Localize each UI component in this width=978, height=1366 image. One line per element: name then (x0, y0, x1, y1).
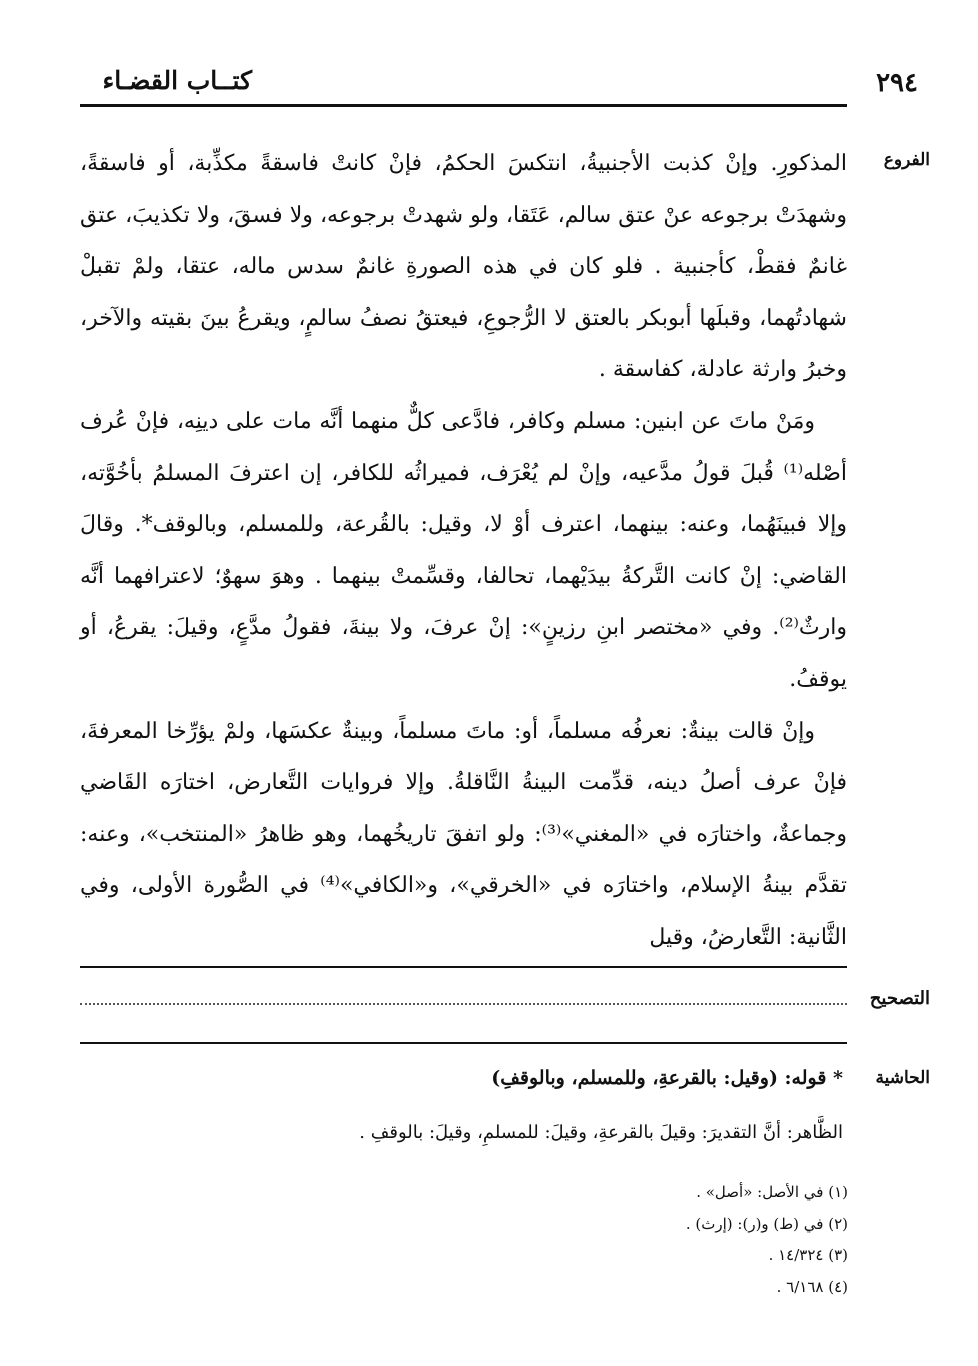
paragraph-3: وإنْ قالت بينةٌ: نعرفُه مسلماً، أو: ماتَ مسلماً، وبينةٌ عكسَها، ولمْ يؤرِّخا المعرفةَ، فإنْ عرف أصلُ دينه، قدِّمت البينةُ النَّاقلةُ. وإلا فروايات التَّعارض، اختارَه القَاضي وجماعةٌ، واختارَه في «المغني»⁽³⁾: ولو اتفقَ تاريخُهما، وهو ظاهرُ «المنتخب»، وعنه: تقدَّم بينةُ الإسلام، واختارَه في «الخرقي»، و«الكافي»⁽⁴⁾ في الصُّورة الأولى، وفي الثَّانية: التَّعارضُ، وقيل (80, 718, 847, 950)
footnote-3: (٣) ١٤/٣٢٤ . (768, 1246, 848, 1264)
page-number: ٢٩٤ (876, 68, 918, 98)
section-rule-bottom (80, 1042, 847, 1044)
main-text (80, 138, 847, 964)
footnote-2: (٢) في (ط) و(ر): (إرث) . (685, 1215, 848, 1233)
hashiya-body: الظَّاهر: أنَّ التقديرَ: وقيلَ بالقرعةِ، وقيلَ: للمسلمِ، وقيلَ: بالوقفِ . (359, 1122, 843, 1143)
paragraph-1: المذكورِ. وإنْ كذبت الأجنبيةُ، انتكسَ الحكمُ، فإنْ كانتْ فاسقةً مكذِّبة، أو فاسقةً، وشهدَتْ برجوعه عنْ عتق سالم، عَتَقا، ولو شهدتْ برجوعه، ولا فسقَ، ولا تكذيبَ، عتق غانمٌ فقطْ، كأجنبية . فلو كان في هذه الصورةِ غانمٌ سدس ماله، عتقا، ولمْ تقبلْ شهادتُهما، وقبلَها أبوبكر بالعتق لا الرُّجوعِ، فيعتقُ نصفُ سالمٍ، ويقرعُ بينَ بقيته والآخر، وخبرُ وارثة عادلة، كفاسقة . (80, 151, 848, 383)
hashiya-heading: * قوله: (وقيل: بالقرعةِ، وللمسلم، وبالوقفِ) (491, 1067, 843, 1089)
section-rule-top (80, 966, 847, 968)
margin-label-furu: الفروع (883, 150, 930, 170)
footnote-4: (٤) ٦/١٦٨ . (776, 1278, 848, 1296)
margin-label-tashih: التصحيح (869, 988, 930, 1009)
book-title: كتــاب القضـاء (102, 66, 252, 95)
tashih-dotted-line (80, 1003, 847, 1005)
margin-label-hashiya: الحاشية (875, 1068, 930, 1088)
paragraph-2: ومَنْ ماتَ عن ابنين: مسلم وكافر، فادَّعى كلٌّ منهما أنَّه مات على دينِه، فإنْ عُرف أصْله⁽¹⁾ قُبلَ قولُ مدَّعيه، وإنْ لم يُعْرَف، فميراثُه للكافر، إن اعترفَ المسلمُ بأخُوَّته، وإلا فبينَهُما، وعنه: بينهما، اعترف أوْ لا، وقيل: بالقُرعة، وللمسلم، وبالوقف*. وقالَ القاضي: إنْ كانت التَّركةُ بيدَيْهما، تحالفا، وقسِّمتْ بينهما . وهوَ سهوٌ؛ لاعترافهما أنَّه وارثٌ⁽²⁾. وفي «مختصر ابنِ رزينٍ»: إنْ عرفَ، ولا بينةَ، فقولُ مدَّعٍ، وقيلَ: يقرعُ، أو يوقفُ. (80, 408, 847, 692)
header-rule (80, 104, 847, 107)
footnote-1: (١) في الأصل: «أصل» . (696, 1183, 848, 1201)
